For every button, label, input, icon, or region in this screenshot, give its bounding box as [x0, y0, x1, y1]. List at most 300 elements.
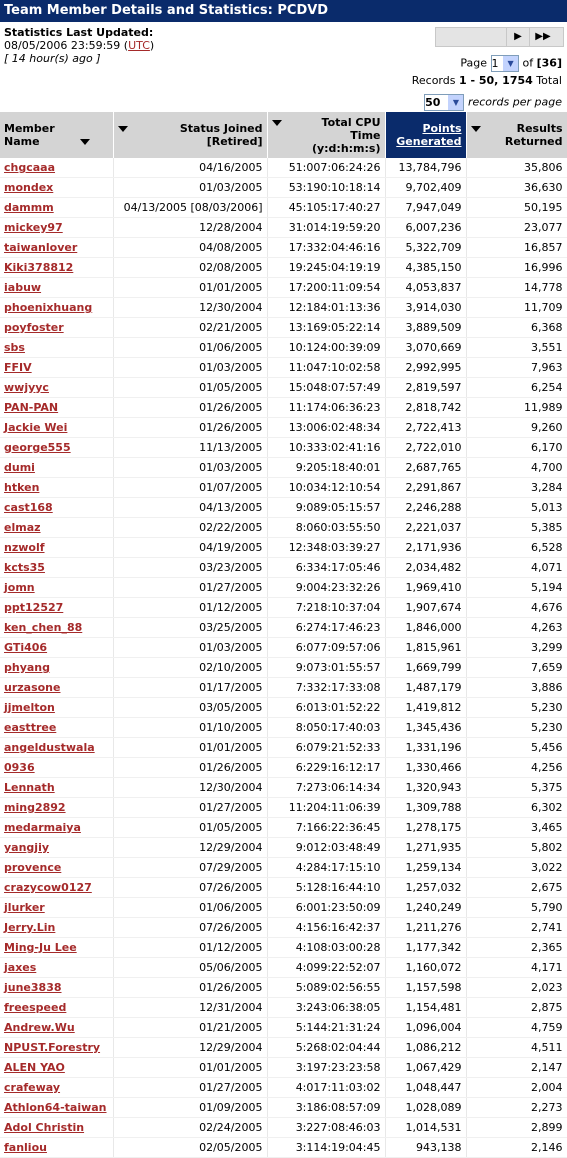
col-cpu-label: Total CPU Time (y:d:h:m:s): [311, 115, 381, 155]
cell-joined: 01/01/2005: [113, 278, 267, 298]
member-link[interactable]: htken: [4, 481, 40, 494]
cell-joined: 01/03/2005: [113, 178, 267, 198]
cell-points: 1,669,799: [385, 658, 466, 678]
cell-points: 1,048,447: [385, 1078, 466, 1098]
table-row: [0, 218, 567, 238]
last-page-icon[interactable]: ▶▶: [535, 31, 551, 42]
cell-joined: 01/17/2005: [113, 678, 267, 698]
sort-arrow-icon[interactable]: [118, 126, 128, 132]
cell-member-name: [0, 338, 113, 358]
cell-points: 2,818,742: [385, 398, 466, 418]
cell-member-name: [0, 298, 113, 318]
cell-joined: 01/26/2005: [113, 978, 267, 998]
cell-points: 1,240,249: [385, 898, 466, 918]
cell-points: 1,969,410: [385, 578, 466, 598]
table-row: [0, 558, 567, 578]
member-link[interactable]: FFIV: [4, 361, 32, 374]
cell-cpu-time: 4:108:03:00:28: [267, 938, 385, 958]
cell-results: 4,511: [466, 1038, 567, 1058]
cell-results: 6,170: [466, 438, 567, 458]
cell-joined: 01/06/2005: [113, 898, 267, 918]
cell-member-name: [0, 518, 113, 538]
cell-cpu-time: 6:077:09:57:06: [267, 638, 385, 658]
cell-results: 6,368: [466, 318, 567, 338]
member-link[interactable]: ALEN YAO: [4, 1061, 65, 1074]
col-status-joined[interactable]: [113, 112, 267, 158]
cell-joined: 11/13/2005: [113, 438, 267, 458]
cell-joined: 01/01/2005: [113, 1058, 267, 1078]
cell-points: 13,784,796: [385, 158, 466, 178]
member-link[interactable]: phoenixhuang: [4, 301, 93, 314]
table-row: [0, 498, 567, 518]
table-row: [0, 598, 567, 618]
cell-cpu-time: 6:274:17:46:23: [267, 618, 385, 638]
member-link[interactable]: ken_chen_88: [4, 621, 83, 634]
table-row: [0, 778, 567, 798]
cell-member-name: [0, 818, 113, 838]
cell-points: 943,138: [385, 1138, 466, 1158]
cell-points: 2,246,288: [385, 498, 466, 518]
table-row: [0, 438, 567, 458]
cell-member-name: [0, 158, 113, 178]
cell-cpu-time: 3:227:08:46:03: [267, 1118, 385, 1138]
member-link[interactable]: angeldustwala: [4, 741, 95, 754]
member-link[interactable]: crazycow0127: [4, 881, 92, 894]
col-status-label: Status Joined [Retired]: [179, 122, 263, 148]
cell-cpu-time: 6:079:21:52:33: [267, 738, 385, 758]
cell-joined: 01/26/2005: [113, 398, 267, 418]
cell-results: 5,385: [466, 518, 567, 538]
cell-points: 1,846,000: [385, 618, 466, 638]
table-row: [0, 858, 567, 878]
member-link[interactable]: jomn: [4, 581, 35, 594]
cell-member-name: [0, 398, 113, 418]
cell-results: 2,875: [466, 998, 567, 1018]
table-row: [0, 878, 567, 898]
member-link[interactable]: jaxes: [4, 961, 37, 974]
cell-points: 2,992,995: [385, 358, 466, 378]
table-row: [0, 198, 567, 218]
cell-member-name: [0, 718, 113, 738]
col-results-returned[interactable]: [466, 112, 567, 158]
cell-results: 3,299: [466, 638, 567, 658]
cell-cpu-time: 53:190:10:18:14: [267, 178, 385, 198]
cell-results: 11,989: [466, 398, 567, 418]
cell-points: 1,309,788: [385, 798, 466, 818]
cell-cpu-time: 8:050:17:40:03: [267, 718, 385, 738]
cell-member-name: [0, 378, 113, 398]
cell-results: 3,551: [466, 338, 567, 358]
cell-cpu-time: 3:197:23:23:58: [267, 1058, 385, 1078]
records-per-page: [424, 94, 562, 111]
page-dropdown[interactable]: [491, 55, 520, 72]
chevron-down-icon[interactable]: ▼: [448, 95, 463, 110]
table-row: [0, 698, 567, 718]
cell-points: 5,322,709: [385, 238, 466, 258]
table-row: [0, 938, 567, 958]
last-updated: [4, 26, 154, 65]
cell-member-name: [0, 758, 113, 778]
cell-points: 2,722,010: [385, 438, 466, 458]
col-member-name[interactable]: [0, 112, 113, 158]
cell-results: 16,996: [466, 258, 567, 278]
cell-cpu-time: 7:273:06:14:34: [267, 778, 385, 798]
cell-member-name: [0, 1138, 113, 1158]
cell-member-name: [0, 578, 113, 598]
cell-member-name: [0, 638, 113, 658]
cell-joined: 01/03/2005: [113, 358, 267, 378]
cell-cpu-time: 5:268:02:04:44: [267, 1038, 385, 1058]
cell-joined: 01/07/2005: [113, 478, 267, 498]
cell-joined: 12/28/2004: [113, 218, 267, 238]
member-link[interactable]: cast168: [4, 501, 53, 514]
last-updated-datetime: 08/05/2006 23:59:59 (: [4, 39, 129, 52]
cell-member-name: [0, 698, 113, 718]
cell-cpu-time: 7:218:10:37:04: [267, 598, 385, 618]
records-label: Records: [411, 74, 456, 87]
member-link[interactable]: george555: [4, 441, 71, 454]
member-link[interactable]: Adol Christin: [4, 1121, 85, 1134]
table-row: [0, 818, 567, 838]
cell-joined: 12/29/2004: [113, 1038, 267, 1058]
cell-member-name: [0, 858, 113, 878]
cell-member-name: [0, 618, 113, 638]
member-link[interactable]: dumi: [4, 461, 35, 474]
cell-member-name: [0, 978, 113, 998]
sort-arrow-icon[interactable]: [471, 126, 481, 132]
table-row: [0, 478, 567, 498]
cell-joined: 07/29/2005: [113, 858, 267, 878]
cell-points: 1,211,276: [385, 918, 466, 938]
member-link[interactable]: iabuw: [4, 281, 42, 294]
table-row: [0, 1058, 567, 1078]
cell-points: 1,096,004: [385, 1018, 466, 1038]
cell-points: 1,419,812: [385, 698, 466, 718]
member-link[interactable]: NPUST.Forestry: [4, 1041, 101, 1054]
member-link[interactable]: freespeed: [4, 1001, 67, 1014]
cell-member-name: [0, 1018, 113, 1038]
cell-results: 2,675: [466, 878, 567, 898]
table-row: [0, 578, 567, 598]
cell-points: 7,947,049: [385, 198, 466, 218]
hours-ago: [ 14 hour(s) ago ]: [4, 52, 101, 65]
member-link[interactable]: mondex: [4, 181, 54, 194]
col-member-label: Member Name: [4, 122, 55, 148]
cell-results: 5,230: [466, 698, 567, 718]
cell-points: 2,291,867: [385, 478, 466, 498]
cell-joined: 02/10/2005: [113, 658, 267, 678]
col-cpu-time[interactable]: [267, 112, 385, 158]
cell-results: 2,147: [466, 1058, 567, 1078]
table-row: [0, 1138, 567, 1158]
member-link[interactable]: GTi406: [4, 641, 48, 654]
cell-results: 4,759: [466, 1018, 567, 1038]
member-link[interactable]: PAN-PAN: [4, 401, 59, 414]
table-row: [0, 658, 567, 678]
cell-results: 5,375: [466, 778, 567, 798]
cell-results: 3,022: [466, 858, 567, 878]
member-link[interactable]: ppt12527: [4, 601, 64, 614]
table-header: [0, 112, 567, 158]
cell-joined: 02/24/2005: [113, 1118, 267, 1138]
member-link[interactable]: Kiki378812: [4, 261, 74, 274]
cell-points: 1,259,134: [385, 858, 466, 878]
member-link[interactable]: ming2892: [4, 801, 66, 814]
cell-cpu-time: 4:156:16:42:37: [267, 918, 385, 938]
members-table: [0, 112, 567, 1158]
cell-points: 4,385,150: [385, 258, 466, 278]
page-title: Team Member Details and Statistics: PCDVD: [0, 0, 567, 22]
cell-results: 4,256: [466, 758, 567, 778]
per-page-value: 50: [425, 96, 441, 109]
member-link[interactable]: phyang: [4, 661, 51, 674]
cell-joined: 07/26/2005: [113, 878, 267, 898]
cell-cpu-time: 17:200:11:09:54: [267, 278, 385, 298]
cell-member-name: [0, 798, 113, 818]
member-link[interactable]: urzasone: [4, 681, 61, 694]
table-row: [0, 718, 567, 738]
cell-joined: 01/26/2005: [113, 418, 267, 438]
member-link[interactable]: wwjyyc: [4, 381, 49, 394]
cell-results: 5,230: [466, 718, 567, 738]
cell-member-name: [0, 218, 113, 238]
cell-points: 1,157,598: [385, 978, 466, 998]
cell-cpu-time: 12:348:03:39:27: [267, 538, 385, 558]
cell-joined: 01/10/2005: [113, 718, 267, 738]
chevron-down-icon[interactable]: ▼: [503, 56, 518, 71]
member-link[interactable]: sbs: [4, 341, 25, 354]
member-link[interactable]: Lennath: [4, 781, 55, 794]
cell-results: 35,806: [466, 158, 567, 178]
cell-results: 6,254: [466, 378, 567, 398]
member-link[interactable]: medarmaiya: [4, 821, 81, 834]
cell-joined: 05/06/2005: [113, 958, 267, 978]
cell-results: 3,284: [466, 478, 567, 498]
table-row: [0, 1038, 567, 1058]
cell-results: 3,886: [466, 678, 567, 698]
cell-points: 1,271,935: [385, 838, 466, 858]
per-page-label: records per page: [467, 95, 562, 109]
member-link[interactable]: poyfoster: [4, 321, 64, 334]
member-link[interactable]: Athlon64-taiwan: [4, 1101, 107, 1114]
member-link[interactable]: fanliou: [4, 1141, 47, 1154]
next-arrow-icon[interactable]: ▶: [506, 28, 530, 46]
cell-joined: 01/01/2005: [113, 738, 267, 758]
member-link[interactable]: june3838: [4, 981, 62, 994]
cell-results: 2,146: [466, 1138, 567, 1158]
stats-panel: [0, 22, 567, 112]
table-row: [0, 798, 567, 818]
table-row: [0, 1018, 567, 1038]
cell-results: 5,790: [466, 898, 567, 918]
cell-member-name: [0, 538, 113, 558]
cell-member-name: [0, 1098, 113, 1118]
cell-joined: 01/27/2005: [113, 798, 267, 818]
member-link[interactable]: elmaz: [4, 521, 41, 534]
table-row: [0, 538, 567, 558]
cell-points: 1,257,032: [385, 878, 466, 898]
cell-joined: 01/05/2005: [113, 818, 267, 838]
cell-joined: 03/23/2005: [113, 558, 267, 578]
member-link[interactable]: jjmelton: [4, 701, 55, 714]
cell-member-name: [0, 938, 113, 958]
cell-points: 1,086,212: [385, 1038, 466, 1058]
cell-cpu-time: 11:204:11:06:39: [267, 798, 385, 818]
cell-points: 1,028,089: [385, 1098, 466, 1118]
cell-points: 1,067,429: [385, 1058, 466, 1078]
member-link[interactable]: Jerry.Lin: [4, 921, 56, 934]
cell-results: 50,195: [466, 198, 567, 218]
table-row: [0, 178, 567, 198]
cell-results: 2,023: [466, 978, 567, 998]
cell-cpu-time: 3:186:08:57:09: [267, 1098, 385, 1118]
table-body: [0, 158, 567, 1158]
cell-results: 11,709: [466, 298, 567, 318]
cell-member-name: [0, 678, 113, 698]
table-row: [0, 1118, 567, 1138]
table-row: [0, 1098, 567, 1118]
col-points-generated[interactable]: [385, 112, 466, 158]
member-link[interactable]: crafeway: [4, 1081, 61, 1094]
cell-points: 2,221,037: [385, 518, 466, 538]
cell-member-name: [0, 598, 113, 618]
cell-points: 2,819,597: [385, 378, 466, 398]
cell-cpu-time: 12:184:01:13:36: [267, 298, 385, 318]
cell-joined: 04/08/2005: [113, 238, 267, 258]
cell-cpu-time: 4:017:11:03:02: [267, 1078, 385, 1098]
cell-results: 36,630: [466, 178, 567, 198]
per-page-dropdown[interactable]: [424, 94, 464, 111]
cell-joined: 07/26/2005: [113, 918, 267, 938]
cell-cpu-time: 5:089:02:56:55: [267, 978, 385, 998]
table-row: [0, 618, 567, 638]
cell-points: 1,014,531: [385, 1118, 466, 1138]
cell-member-name: [0, 358, 113, 378]
cell-joined: 01/05/2005: [113, 378, 267, 398]
member-link[interactable]: provence: [4, 861, 62, 874]
records-summary: [412, 74, 562, 87]
cell-results: 16,857: [466, 238, 567, 258]
table-row: [0, 358, 567, 378]
cell-cpu-time: 9:089:05:15:57: [267, 498, 385, 518]
cell-cpu-time: 51:007:06:24:26: [267, 158, 385, 178]
cell-member-name: [0, 418, 113, 438]
cell-results: 5,802: [466, 838, 567, 858]
member-link[interactable]: jlurker: [4, 901, 45, 914]
cell-results: 7,963: [466, 358, 567, 378]
cell-results: 5,013: [466, 498, 567, 518]
member-link[interactable]: nzwolf: [4, 541, 45, 554]
member-link[interactable]: Andrew.Wu: [4, 1021, 75, 1034]
cell-member-name: [0, 918, 113, 938]
cell-joined: 01/09/2005: [113, 1098, 267, 1118]
cell-joined: 01/27/2005: [113, 1078, 267, 1098]
cell-points: 4,053,837: [385, 278, 466, 298]
cell-cpu-time: 9:205:18:40:01: [267, 458, 385, 478]
member-link[interactable]: dammm: [4, 201, 54, 214]
records-range: 1 - 50, 1754: [458, 74, 533, 87]
sort-arrow-icon[interactable]: [80, 139, 90, 145]
member-link[interactable]: mickey97: [4, 221, 63, 234]
cell-member-name: [0, 898, 113, 918]
member-link[interactable]: Jackie Wei: [4, 421, 68, 434]
table-row: [0, 258, 567, 278]
member-link[interactable]: 0936: [4, 761, 35, 774]
cell-cpu-time: 31:014:19:59:20: [267, 218, 385, 238]
cell-cpu-time: 10:124:00:39:09: [267, 338, 385, 358]
last-updated-close: ): [149, 39, 155, 52]
member-link[interactable]: Ming-Ju Lee: [4, 941, 77, 954]
cell-cpu-time: 11:047:10:02:58: [267, 358, 385, 378]
sort-arrow-icon[interactable]: [272, 120, 282, 126]
of-label: of: [522, 56, 534, 70]
cell-joined: 04/19/2005: [113, 538, 267, 558]
cell-joined: 01/06/2005: [113, 338, 267, 358]
cell-member-name: [0, 1118, 113, 1138]
cell-joined: 12/30/2004: [113, 778, 267, 798]
table-row: [0, 238, 567, 258]
table-row: [0, 898, 567, 918]
table-row: [0, 758, 567, 778]
cell-member-name: [0, 778, 113, 798]
cell-joined: 01/03/2005: [113, 638, 267, 658]
member-link[interactable]: kcts35: [4, 561, 45, 574]
total-pages: [36]: [536, 56, 562, 70]
cell-points: 1,278,175: [385, 818, 466, 838]
member-link[interactable]: chgcaaa: [4, 161, 56, 174]
table-row: [0, 518, 567, 538]
cell-points: 2,722,413: [385, 418, 466, 438]
cell-joined: 01/12/2005: [113, 938, 267, 958]
member-link[interactable]: easttree: [4, 721, 57, 734]
cell-cpu-time: 6:013:01:52:22: [267, 698, 385, 718]
cell-joined: 01/26/2005: [113, 758, 267, 778]
member-link[interactable]: yangjiy: [4, 841, 50, 854]
table-row: [0, 378, 567, 398]
cell-results: 3,465: [466, 818, 567, 838]
page-dropdown-value: 1: [491, 57, 499, 70]
cell-cpu-time: 17:332:04:46:16: [267, 238, 385, 258]
cell-points: 1,177,342: [385, 938, 466, 958]
cell-points: 2,171,936: [385, 538, 466, 558]
cell-points: 6,007,236: [385, 218, 466, 238]
table-row: [0, 458, 567, 478]
cell-member-name: [0, 438, 113, 458]
cell-member-name: [0, 878, 113, 898]
table-row: [0, 998, 567, 1018]
member-link[interactable]: taiwanlover: [4, 241, 78, 254]
cell-results: 5,456: [466, 738, 567, 758]
cell-joined: 02/08/2005: [113, 258, 267, 278]
col-points-link[interactable]: Points Generated: [396, 122, 462, 148]
cell-joined: 12/31/2004: [113, 998, 267, 1018]
cell-results: 2,273: [466, 1098, 567, 1118]
cell-joined: 03/25/2005: [113, 618, 267, 638]
cell-joined: 01/21/2005: [113, 1018, 267, 1038]
cell-results: 2,741: [466, 918, 567, 938]
table-row: [0, 338, 567, 358]
page-selector: [460, 55, 562, 72]
cell-points: 1,907,674: [385, 598, 466, 618]
table-row: [0, 958, 567, 978]
cell-member-name: [0, 1058, 113, 1078]
utc-link[interactable]: UTC: [128, 39, 150, 52]
page-label: Page: [460, 56, 488, 70]
cell-results: 23,077: [466, 218, 567, 238]
cell-cpu-time: 10:034:12:10:54: [267, 478, 385, 498]
cell-results: 2,004: [466, 1078, 567, 1098]
cell-joined: 03/05/2005: [113, 698, 267, 718]
